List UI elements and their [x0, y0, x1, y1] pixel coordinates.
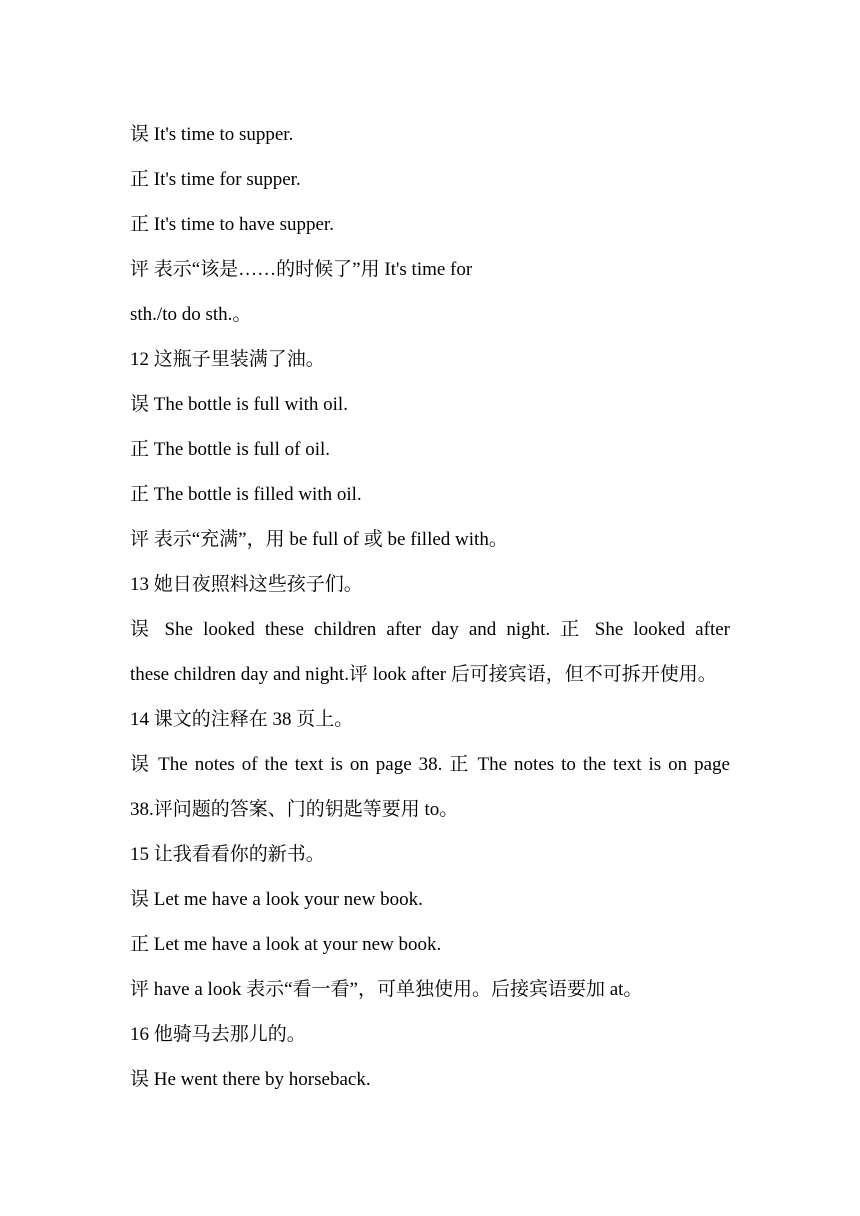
text-line: 评 表示“充满”，用 be full of 或 be filled with。: [130, 529, 508, 550]
text-line: sth./to do sth.。: [130, 304, 252, 325]
item-heading: 15 让我看看你的新书。: [130, 844, 325, 865]
text-line: 误 Let me have a look your new book.: [130, 889, 423, 910]
text-line: 正 It's time to have supper.: [130, 214, 334, 235]
text-line: 38.评问题的答案、门的钥匙等要用 to。: [130, 799, 459, 820]
text-line: 误 The notes of the text is on page 38. 正 The notes to the text is on page: [130, 754, 730, 775]
document-page: [130, 112, 740, 1102]
text-line: 误 It's time to supper.: [130, 124, 294, 145]
item-heading: 14 课文的注释在 38 页上。: [130, 709, 354, 730]
text-line: 正 It's time for supper.: [130, 169, 301, 190]
text-line: 误 The bottle is full with oil.: [130, 394, 348, 415]
item-heading: 12 这瓶子里装满了油。: [130, 349, 325, 370]
text-line: these children day and night.评 look after 后可接宾语，但不可拆开使用。: [130, 664, 717, 685]
item-heading: 16 他骑马去那儿的。: [130, 1024, 306, 1045]
text-line: 误 She looked these children after day and night. 正 She looked after: [130, 619, 730, 640]
text-line: 正 The bottle is full of oil.: [130, 439, 331, 460]
text-line: 误 He went there by horseback.: [130, 1069, 371, 1090]
text-line: 评 表示“该是……的时候了”用 It's time for: [130, 259, 473, 280]
text-line: 正 The bottle is filled with oil.: [130, 484, 362, 505]
text-line: 正 Let me have a look at your new book.: [130, 934, 442, 955]
text-line: 评 have a look 表示“看一看”，可单独使用。后接宾语要加 at。: [130, 979, 643, 1000]
item-heading: 13 她日夜照料这些孩子们。: [130, 574, 363, 595]
